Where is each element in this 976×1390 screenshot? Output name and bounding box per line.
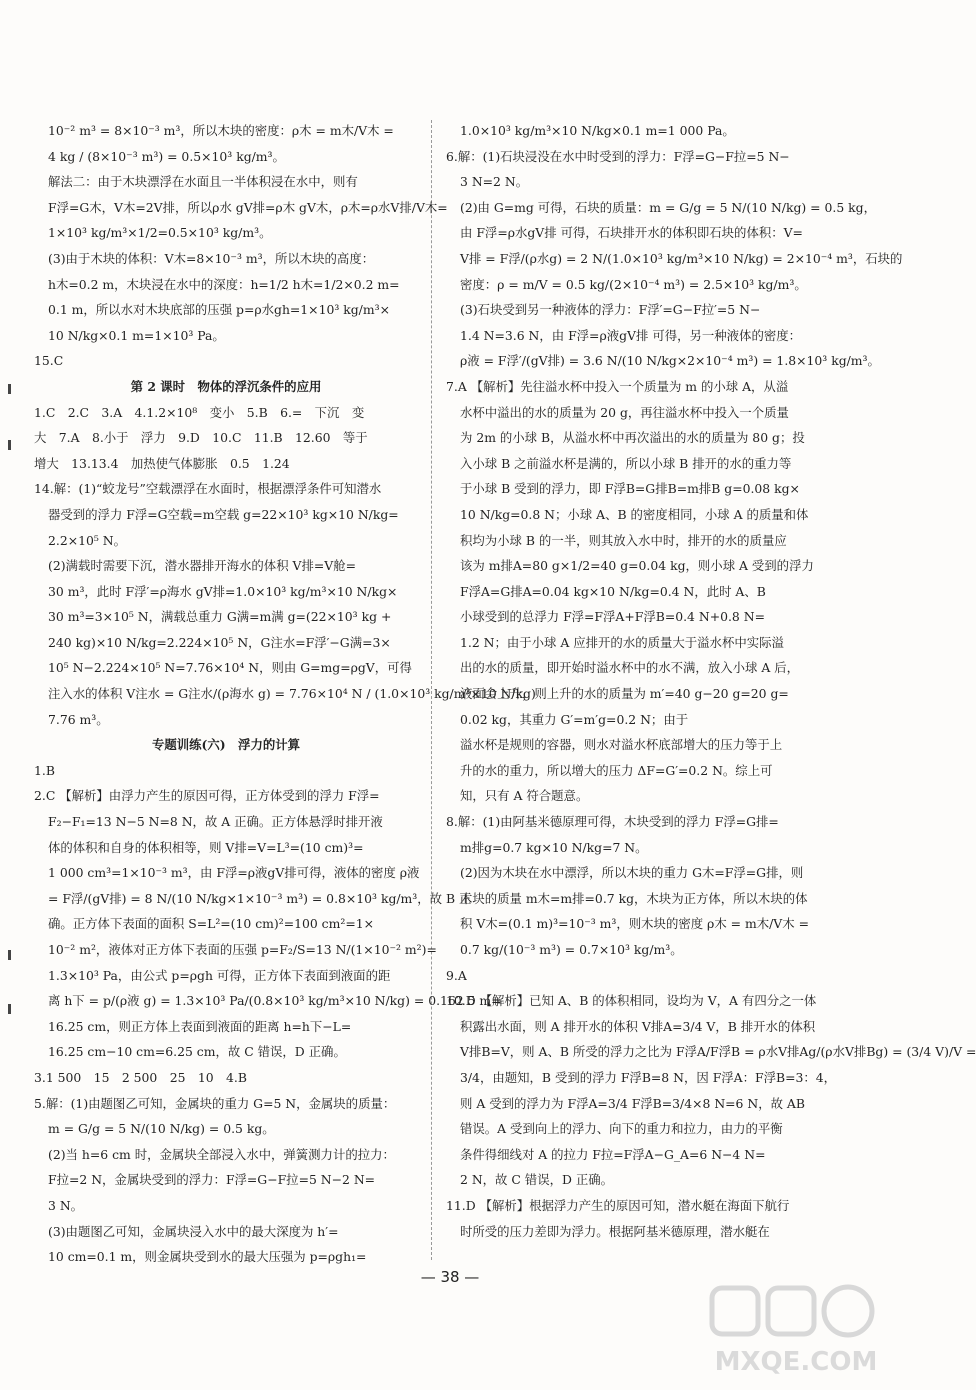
text-line: h木=0.2 m，木块浸在水中的深度：h=1/2 h木=1/2×0.2 m= [48, 276, 400, 292]
text-line: (2)满载时需要下沉，潜水器排开海水的体积 V排=V舱= [48, 558, 356, 574]
text-line: = F浮/(gV排) = 8 N/(10 N/kg×1×10⁻³ m³) = 0.8×10³ kg/m³，故 B 正 [48, 890, 472, 906]
text-line: (2)当 h=6 cm 时，金属块全部浸入水中，弹簧测力计的拉力： [48, 1146, 395, 1162]
text-line: 小球受到的总浮力 F浮=F浮A+F浮B=0.4 N+0.8 N= [460, 609, 765, 625]
text-line: 木块的质量 m木=m排=0.7 kg，木块为正方体，所以木块的体 [460, 890, 808, 906]
text-line: 水杯中溢出的水的质量为 20 g，再往溢水杯中投入一个质量 [460, 404, 789, 420]
text-line: 1.0×10³ kg/m³×10 N/kg×0.1 m=1 000 Pa。 [460, 123, 735, 138]
text-line: 10 N/kg=0.8 N；小球 A、B 的密度相同，小球 A 的质量和体 [460, 506, 809, 522]
text-line: (3)由于木块的体积：V木=8×10⁻³ m³，所以木块的高度： [48, 250, 375, 266]
text-line: 该为 m排A=80 g×1/2=40 g=0.04 kg，则小球 A 受到的浮力 [460, 558, 814, 574]
text-line: 0.7 kg/(10⁻³ m³) = 0.7×10³ kg/m³。 [460, 942, 683, 957]
text-line: 解法二：由于木块漂浮在水面且一半体积浸在水中，则有 [48, 174, 358, 190]
text-line: 9.A [446, 967, 467, 983]
text-line: 知，只有 A 符合题意。 [460, 788, 589, 804]
text-line: 离 h下 = p/(ρ液 g) = 1.3×10³ Pa/(0.8×10³ kg/m³×10 N/kg) = 0.162 5 m= [48, 993, 502, 1009]
text-line: 器受到的浮力 F浮=G空载=m空载 g=22×10³ kg×10 N/kg= [48, 506, 399, 522]
text-line: 7.76 m³。 [48, 711, 109, 727]
right-column [446, 118, 976, 1244]
text-line: 3 N=2 N。 [460, 174, 529, 190]
text-line: V排 = F浮/(ρ水g) = 2 N/(1.0×10³ kg/m³×10 N/kg) = 2×10⁻⁴ m³，石块的 [460, 250, 903, 266]
text-line: 4 kg / (8×10⁻³ m³) = 0.5×10³ kg/m³。 [48, 148, 285, 164]
svg-text:MXQE.COM: MXQE.COM [714, 1347, 878, 1377]
text-line: 30 m³=3×10⁵ N，满载总重力 G满=m满 g=(22×10³ kg + [48, 609, 392, 625]
text-line: F₂−F₁=13 N−5 N=8 N，故 A 正确。正方体悬浮时排开液 [48, 814, 383, 830]
text-line: 条件得细线对 A 的拉力 F拉=F浮A−G_A=6 N−4 N= [460, 1146, 766, 1162]
text-line: 密度：ρ = m/V = 0.5 kg/(2×10⁻⁴ m³) = 2.5×10³ kg/m³。 [460, 276, 807, 292]
text-line: (2)由 G=mg 可得，石块的质量：m = G/g = 5 N/(10 N/kg) = 0.5 kg， [460, 199, 876, 215]
text-line: (3)石块受到另一种液体的浮力：F浮′=G−F拉′=5 N− [460, 302, 761, 318]
text-line: 1×10³ kg/m³×1/2=0.5×10³ kg/m³。 [48, 225, 272, 241]
text-line: 3 N。 [48, 1197, 84, 1213]
text-line: 10 cm=0.1 m，则金属块受到水的最大压强为 p=ρgh₁= [48, 1249, 367, 1265]
text-line: 16.25 cm−10 cm=6.25 cm，故 C 错误，D 正确。 [48, 1044, 346, 1060]
text-line: 2 N，故 C 错误，D 正确。 [460, 1172, 614, 1188]
text-line: 10 N/kg×0.1 m=1×10³ Pa。 [48, 327, 225, 343]
text-line: 1 000 cm³=1×10⁻³ m³，由 F浮=ρ液gV排可得，液体的密度 ρ液 [48, 865, 420, 881]
text-line: 1.C 2.C 3.A 4.1.2×10⁸ 变小 5.B 6.= 下沉 变 [34, 404, 365, 420]
text-line: ρ液 = F浮′/(gV排) = 3.6 N/(10 N/kg×2×10⁻⁴ m³) = 1.8×10³ kg/m³。 [460, 353, 880, 369]
text-line: 10⁻² m²，液体对正方体下表面的压强 p=F₂/S=13 N/(1×10⁻² m²)= [48, 942, 437, 957]
text-line: 为 2m 的小球 B，从溢水杯中再次溢出的水的质量为 80 g；投 [460, 430, 805, 446]
text-line: (2)因为木块在水中漂浮，所以木块的重力 G木=F浮=G排，则 [460, 865, 804, 881]
text-line: 11.D 【解析】根据浮力产生的原因可知，潜水艇在海面下航行 [446, 1197, 790, 1213]
text-line: 溢水杯是规则的容器，则水对溢水杯底部增大的压力等于上 [460, 737, 783, 753]
watermark-logo [706, 1282, 886, 1382]
text-line: F浮=G木，V木=2V排，所以ρ水 gV排=ρ木 gV木，ρ木=ρ水V排/V木= [48, 199, 448, 215]
text-line: 由 F浮=ρ水gV排 可得，石块排开水的体积即石块的体积：V= [460, 225, 803, 241]
text-line: 6.解：(1)石块浸没在水中时受到的浮力：F浮=G−F拉=5 N− [446, 148, 790, 164]
text-line: 积 V木=(0.1 m)³=10⁻³ m³，则木块的密度 ρ木 = m木/V木 = [460, 916, 809, 932]
text-line: 增大 13.13.4 加热使气体膨胀 0.5 1.24 [34, 455, 290, 471]
text-line: F拉=2 N，金属块受到的浮力：F浮=G−F拉=5 N−2 N= [48, 1172, 376, 1188]
text-line: 则 A 受到的浮力为 F浮A=3/4 F浮B=3/4×8 N=6 N，故 AB [460, 1095, 805, 1111]
text-line: 14.解：(1)“蛟龙号”空载漂浮在水面时，根据漂浮条件可知潜水 [34, 481, 382, 497]
text-line: 10⁻² m³ = 8×10⁻³ m³，所以木块的密度：ρ木 = m木/V木 = [48, 123, 394, 138]
text-line: 时所受的压力差即为浮力。根据阿基米德原理，潜水艇在 [460, 1223, 770, 1239]
text-line: 积露出水面，则 A 排开水的体积 V排A=3/4 V，B 排开水的体积 [460, 1018, 816, 1034]
text-line: 10.D 【解析】已知 A、B 的体积相同，设均为 V，A 有四分之一体 [446, 993, 817, 1009]
text-line: 确。正方体下表面的面积 S=L²=(10 cm)²=100 cm²=1× [48, 916, 374, 932]
text-line: 3/4，由题知，B 受到的浮力 F浮B=8 N，因 F浮A：F浮B=3：4， [460, 1069, 837, 1085]
text-line: 8.解：(1)由阿基米德原理可得，木块受到的浮力 F浮=G排= [446, 814, 779, 830]
text-line: 积均为小球 B 的一半，则其放入水中时，排开的水的质量应 [460, 532, 787, 548]
text-line: 液面会上升，则上升的水的质量为 m′=40 g−20 g=20 g= [460, 686, 789, 702]
text-line: V排B=V，则 A、B 所受的浮力之比为 F浮A/F浮B = ρ水V排Ag/(ρ水V排Bg) = (3/4 V)/V = [460, 1044, 976, 1060]
text-line: 2.C 【解析】由浮力产生的原因可得，正方体受到的浮力 F浮= [34, 788, 380, 804]
text-line: 240 kg)×10 N/kg=2.224×10⁵ N，G注水=F浮′−G满=3× [48, 634, 391, 650]
text-line: 升的水的重力，所以增大的压力 ΔF=G′=0.2 N。综上可 [460, 762, 773, 778]
section-heading: 专题训练(六) 浮力的计算 [151, 737, 301, 753]
text-line: 7.A 【解析】先往溢水杯中投入一个质量为 m 的小球 A，从溢 [446, 378, 789, 394]
text-line: 15.C [34, 353, 64, 369]
text-line: 10⁵ N−2.224×10⁵ N=7.76×10⁴ N，则由 G=mg=ρgV，可得 [48, 660, 412, 676]
text-line: (3)由题图乙可知，金属块浸入水中的最大深度为 h′= [48, 1223, 339, 1239]
text-line: 0.1 m，所以水对木块底部的压强 p=ρ水gh=1×10³ kg/m³× [48, 302, 390, 318]
text-line: F浮A=G排A=0.04 kg×10 N/kg=0.4 N，此时 A、B [460, 583, 766, 599]
text-line: m排g=0.7 kg×10 N/kg=7 N。 [460, 839, 648, 855]
text-line: 1.3×10³ Pa，由公式 p=ρgh 可得，正方体下表面到液面的距 [48, 967, 391, 983]
text-line: 30 m³，此时 F浮′=ρ海水 gV排=1.0×10³ kg/m³×10 N/kg× [48, 583, 398, 599]
binding-mark [8, 440, 11, 450]
text-line: 1.2 N；由于小球 A 应排开的水的质量大于溢水杯中实际溢 [460, 634, 784, 650]
binding-mark [8, 384, 11, 394]
text-line: 2.2×10⁵ N。 [48, 532, 126, 548]
text-line: 于小球 B 受到的浮力，即 F浮B=G排B=m排B g=0.08 kg× [460, 481, 800, 497]
text-line: 3.1 500 15 2 500 25 10 4.B [34, 1069, 247, 1085]
text-line: m = G/g = 5 N/(10 N/kg) = 0.5 kg。 [48, 1121, 275, 1137]
text-line: 出的水的质量，即开始时溢水杯中的水不满，放入小球 A 后， [460, 660, 799, 676]
text-line: 错误。A 受到向上的浮力、向下的重力和拉力，由力的平衡 [460, 1121, 783, 1137]
section-heading: 第 2 课时 物体的浮沉条件的应用 [130, 378, 322, 394]
text-line: 1.B [34, 762, 55, 778]
text-line: 0.02 kg，其重力 G′=m′g=0.2 N；由于 [460, 711, 689, 727]
text-line: 16.25 cm，则正方体上表面到液面的距离 h=h下−L= [48, 1018, 352, 1034]
text-line: 注入水的体积 V注水 = G注水/(ρ海水 g) = 7.76×10⁴ N / (1.0×10³ kg/m³×10 N/kg) [48, 686, 536, 702]
binding-mark [8, 1004, 11, 1014]
text-line: 入小球 B 之前溢水杯是满的，所以小球 B 排开的水的重力等 [460, 455, 792, 471]
text-line: 大 7.A 8.小于 浮力 9.D 10.C 11.B 12.60 等于 [34, 430, 368, 446]
text-line: 1.4 N=3.6 N，由 F浮=ρ液gV排 可得，另一种液体的密度： [460, 327, 802, 343]
page-number: — 38 — [420, 1268, 480, 1286]
binding-mark [8, 950, 11, 960]
text-line: 5.解：(1)由题图乙可知，金属块的重力 G=5 N，金属块的质量： [34, 1095, 396, 1111]
text-line: 体的体积和自身的体积相等，则 V排=V=L³=(10 cm)³= [48, 839, 364, 855]
